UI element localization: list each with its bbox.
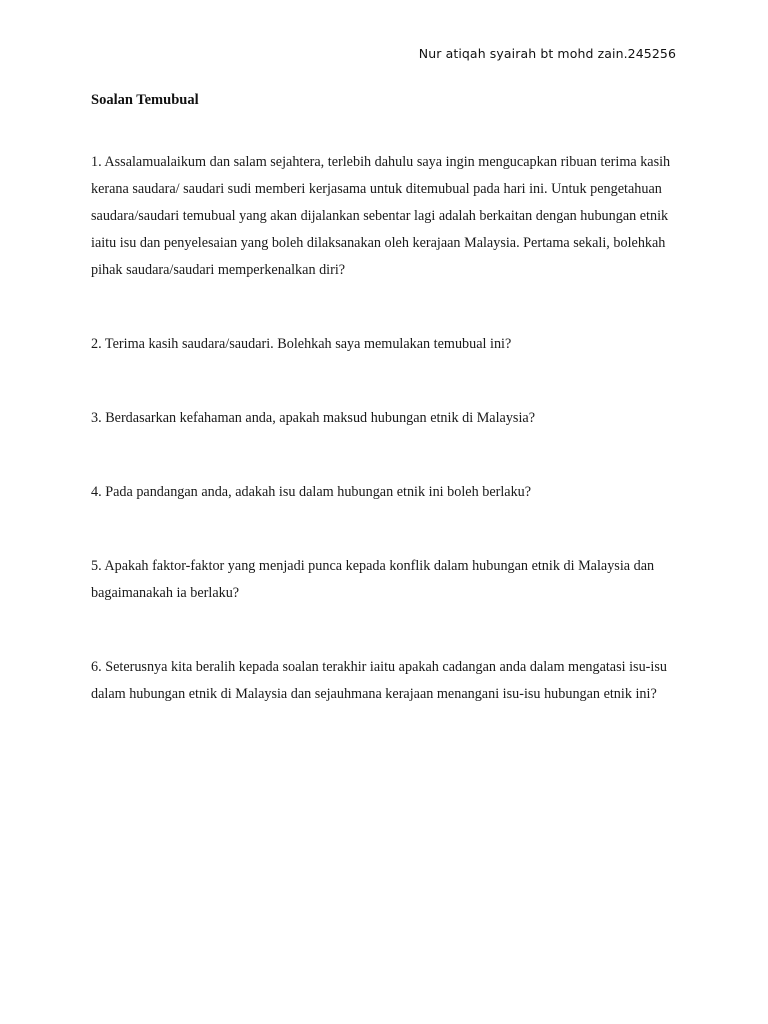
question-list (91, 149, 683, 708)
question-1: 1. Assalamualaikum dan salam sejahtera, terlebih dahulu saya ingin mengucapkan ribuan terima kasih kerana saudara/ saudari sudi memberi kerjasama untuk ditemubual pada hari ini. Untuk pengetahuan saudara/saudari temubual yang akan dijalankan sebentar lagi adalah berkaitan dengan hubungan etnik iaitu isu dan penyelesaian yang boleh dilaksanakan oleh kerajaan Malaysia. Pertama sekali, bolehkah pihak saudara/saudari memperkenalkan diri? (91, 154, 671, 278)
document-title: Soalan Temubual (91, 92, 199, 108)
question-6: 6. Seterusnya kita beralih kepada soalan terakhir iaitu apakah cadangan anda dalam mengatasi isu-isu dalam hubungan etnik di Malaysia dan sejauhmana kerajaan menangani isu-isu hubungan etnik ini? (91, 659, 667, 702)
question-4: 4. Pada pandangan anda, adakah isu dalam hubungan etnik ini boleh berlaku? (91, 484, 532, 500)
question-3: 3. Berdasarkan kefahaman anda, apakah maksud hubungan etnik di Malaysia? (91, 410, 535, 426)
question-2: 2. Terima kasih saudara/saudari. Bolehkah saya memulakan temubual ini? (91, 336, 512, 352)
question-5: 5. Apakah faktor-faktor yang menjadi punca kepada konflik dalam hubungan etnik di Malaysia dan bagaimanakah ia berlaku? (91, 558, 655, 601)
author-header: Nur atiqah syairah bt mohd zain.245256 (418, 46, 676, 61)
